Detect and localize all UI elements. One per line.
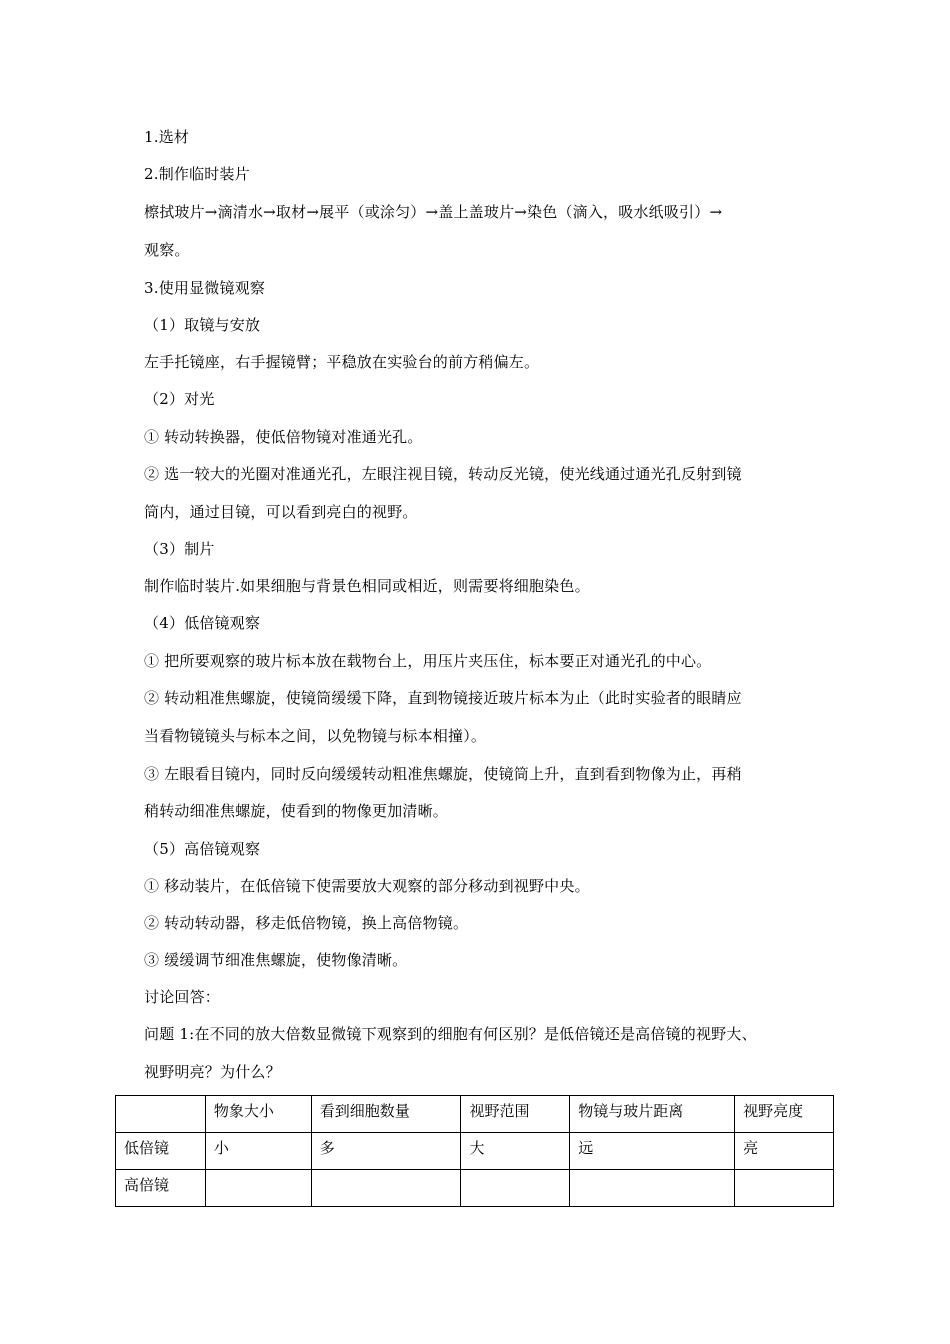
- table-cell: [570, 1170, 735, 1207]
- table-cell: [735, 1170, 834, 1207]
- paragraph: 左手托镜座，右手握镜臂；平稳放在实验台的前方稍偏左。: [144, 353, 540, 371]
- substep-5-heading: （5）高倍镜观察: [144, 840, 261, 858]
- table-header-row: [116, 1096, 834, 1133]
- paragraph: ③ 缓缓调节细准焦螺旋，使物像清晰。: [144, 951, 408, 969]
- step-1-heading: 1.选材: [144, 128, 190, 146]
- table-cell: [205, 1170, 311, 1207]
- table-header-cell: 看到细胞数量: [311, 1096, 461, 1133]
- paragraph: ② 转动转动器，移走低倍物镜，换上高倍物镜。: [144, 914, 469, 932]
- paragraph: ① 把所要观察的玻片标本放在载物台上，用压片夹压住，标本要正对通光孔的中心。: [144, 652, 712, 670]
- table-header-cell: 视野亮度: [735, 1096, 834, 1133]
- paragraph: ① 移动装片，在低倍镜下使需要放大观察的部分移动到视野中央。: [144, 877, 590, 895]
- question-1: 问题 1:在不同的放大倍数显微镜下观察到的细胞有何区别？是低倍镜还是高倍镜的视野大、: [144, 1025, 757, 1043]
- discussion-heading: 讨论回答：: [144, 988, 221, 1006]
- procedure-line-cont: 观察。: [144, 241, 190, 259]
- table-cell: [461, 1170, 570, 1207]
- substep-2-heading: （2）对光: [144, 390, 215, 408]
- table-header-cell: 视野范围: [461, 1096, 570, 1133]
- question-1-cont: 视野明亮？为什么？: [144, 1063, 281, 1081]
- table-cell: 小: [205, 1133, 311, 1170]
- substep-3-heading: （3）制片: [144, 540, 215, 558]
- table-header-cell: [116, 1096, 206, 1133]
- step-2-heading: 2.制作临时装片: [144, 165, 250, 183]
- table-row: [116, 1170, 834, 1207]
- substep-4-heading: （4）低倍镜观察: [144, 614, 261, 632]
- procedure-line: 檫拭玻片→滴清水→取材→展平（或涂匀）→盖上盖玻片→染色（滴入，吸水纸吸引）→: [144, 203, 723, 221]
- substep-1-heading: （1）取镜与安放: [144, 316, 261, 334]
- table-header-cell: 物镜与玻片距离: [570, 1096, 735, 1133]
- paragraph: ② 转动粗准焦螺旋，使镜筒缓缓下降，直到物镜接近玻片标本为止（此时实验者的眼睛应: [144, 689, 742, 707]
- step-3-heading: 3.使用显微镜观察: [144, 279, 266, 297]
- paragraph: ② 选一较大的光圈对准通光孔，左眼注视目镜，转动反光镜，使光线通过通光孔反射到镜: [144, 465, 742, 483]
- table-cell: 高倍镜: [116, 1170, 206, 1207]
- paragraph: ③ 左眼看目镜内，同时反向缓缓转动粗准焦螺旋，使镜筒上升，直到看到物像为止，再稍: [144, 765, 742, 783]
- table-cell: 亮: [735, 1133, 834, 1170]
- table-cell: 多: [311, 1133, 461, 1170]
- paragraph: 制作临时装片.如果细胞与背景色相同或相近，则需要将细胞染色。: [144, 577, 590, 595]
- table-cell: 大: [461, 1133, 570, 1170]
- table-header-cell: 物象大小: [205, 1096, 311, 1133]
- table-row: [116, 1133, 834, 1170]
- comparison-table: [115, 1095, 834, 1207]
- paragraph-cont: 筒内，通过目镜，可以看到亮白的视野。: [144, 503, 418, 521]
- table-cell: [311, 1170, 461, 1207]
- paragraph: ① 转动转换器，使低倍物镜对准通光孔。: [144, 428, 423, 446]
- paragraph-cont: 稍转动细准焦螺旋，使看到的物像更加清晰。: [144, 802, 449, 820]
- table-cell: 低倍镜: [116, 1133, 206, 1170]
- paragraph-cont: 当看物镜镜头与标本之间，以免物镜与标本相撞）。: [144, 727, 487, 745]
- table-cell: 远: [570, 1133, 735, 1170]
